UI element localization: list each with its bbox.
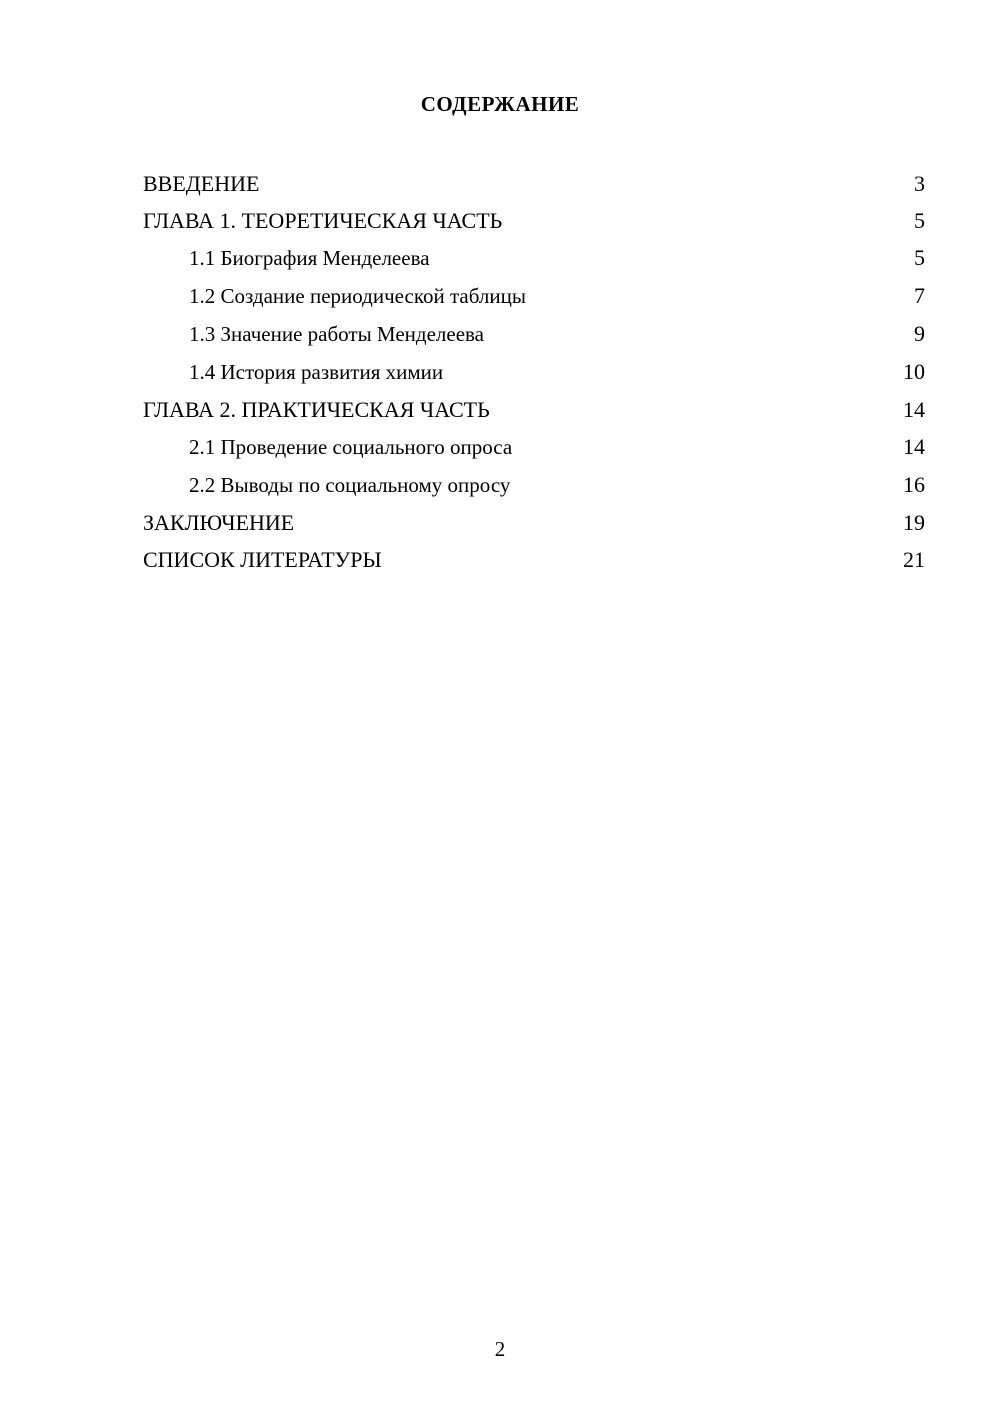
toc-entry-page: 9 <box>914 321 925 346</box>
toc-entry-label: ВВЕДЕНИЕ <box>143 171 260 196</box>
page-title: СОДЕРЖАНИЕ <box>420 92 580 116</box>
toc-entry-page: 21 <box>903 547 925 572</box>
toc-entry[interactable] <box>143 277 925 315</box>
toc-entry[interactable] <box>143 239 925 277</box>
toc-entry[interactable] <box>143 202 925 239</box>
toc-entry[interactable] <box>143 391 925 428</box>
toc-entry-label: 2.1 Проведение социального опроса <box>189 435 513 459</box>
toc-entry-label: 1.3 Значение работы Менделеева <box>189 322 484 346</box>
toc-entry[interactable] <box>143 315 925 353</box>
toc-entry-label: ГЛАВА 1. ТЕОРЕТИЧЕСКАЯ ЧАСТЬ <box>143 208 503 233</box>
toc-entry[interactable] <box>143 466 925 504</box>
toc-entry[interactable] <box>143 353 925 391</box>
toc-entry-page: 5 <box>914 208 925 233</box>
toc-entry[interactable] <box>143 165 925 202</box>
toc-entry-page: 14 <box>903 397 925 422</box>
toc-entry-page: 14 <box>903 434 925 459</box>
toc-entry-label: 2.2 Выводы по социальному опросу <box>189 473 511 497</box>
toc-entry-label: ЗАКЛЮЧЕНИЕ <box>143 510 295 535</box>
toc-entry-label: 1.1 Биография Менделеева <box>189 246 430 270</box>
toc-entry-page: 16 <box>903 472 925 497</box>
toc-entry-page: 7 <box>914 283 925 308</box>
toc-entry-page: 19 <box>903 510 925 535</box>
page-footer-number: 2 <box>494 1337 506 1361</box>
toc-entry-label: ГЛАВА 2. ПРАКТИЧЕСКАЯ ЧАСТЬ <box>143 397 490 422</box>
toc-entry-page: 5 <box>914 245 925 270</box>
toc-entry[interactable] <box>143 428 925 466</box>
toc-entry-label: 1.2 Создание периодической таблицы <box>189 284 526 308</box>
toc-entry[interactable] <box>143 541 925 578</box>
toc-entry-page: 10 <box>903 359 925 384</box>
toc-entry-page: 3 <box>914 171 925 196</box>
table-of-contents <box>143 165 925 578</box>
toc-entry[interactable] <box>143 504 925 541</box>
toc-entry-label: СПИСОК ЛИТЕРАТУРЫ <box>143 547 382 572</box>
toc-entry-label: 1.4 История развития химии <box>189 360 444 384</box>
